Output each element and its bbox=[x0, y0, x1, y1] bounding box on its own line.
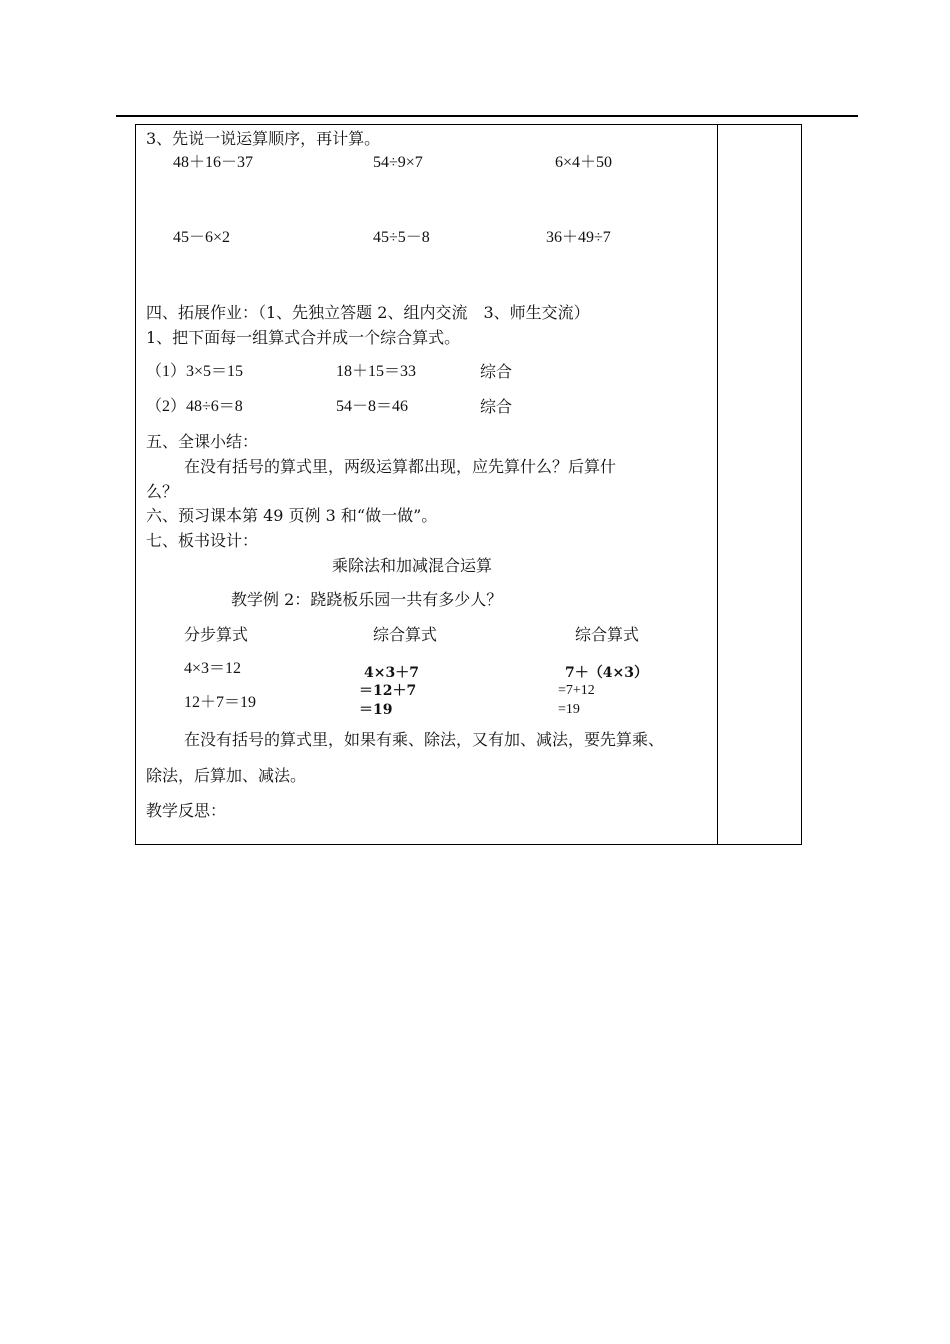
group-1-expr-a: （1）3×5＝15 bbox=[146, 363, 244, 380]
expr-3: 6×4＋50 bbox=[555, 154, 613, 171]
section-7-title: 七、板书设计： bbox=[146, 531, 259, 550]
board-title: 乘除法和加减混合运算 bbox=[332, 556, 493, 575]
group-1-expr-b: 18＋15＝33 bbox=[336, 363, 417, 380]
group-2-expr-a: （2）48÷6＝8 bbox=[146, 398, 243, 415]
combo-1-line-2: ＝12＋7 bbox=[359, 683, 417, 699]
summary-line-1: 在没有括号的算式里，两级运算都出现，应先算什么？后算什 bbox=[184, 457, 617, 476]
expr-1: 48＋16－37 bbox=[173, 154, 254, 171]
group-2-combined: 综合 bbox=[480, 397, 513, 416]
expr-5: 45÷5－8 bbox=[373, 229, 430, 246]
header-rule bbox=[116, 115, 858, 117]
section-5-title: 五、全课小结： bbox=[146, 432, 259, 451]
summary-line-2: 么？ bbox=[146, 482, 179, 501]
section-3-title: 3、先说一说运算顺序，再计算。 bbox=[146, 129, 381, 148]
combo-1-line-1: 4×3＋7 bbox=[364, 665, 419, 681]
group-2-expr-b: 54－8＝46 bbox=[336, 398, 409, 415]
header-step: 分步算式 bbox=[184, 625, 249, 644]
rule-line-2: 除法，后算加、减法。 bbox=[146, 766, 307, 785]
reflection-label: 教学反思： bbox=[146, 801, 227, 820]
expr-2: 54÷9×7 bbox=[373, 154, 423, 171]
combo-2-line-1: 7＋（4×3） bbox=[565, 665, 648, 681]
header-combo-2: 综合算式 bbox=[575, 625, 640, 644]
step-2: 12＋7＝19 bbox=[184, 694, 257, 711]
table-column-divider bbox=[717, 124, 718, 845]
section-4-question: 1、把下面每一组算式合并成一个综合算式。 bbox=[146, 328, 461, 347]
combo-2-line-3: =19 bbox=[558, 702, 580, 717]
step-1: 4×3＝12 bbox=[184, 660, 242, 677]
board-example: 教学例 2：跷跷板乐园一共有多少人？ bbox=[231, 590, 503, 609]
combo-2-line-2: =7+12 bbox=[558, 683, 595, 698]
expr-6: 36＋49÷7 bbox=[546, 229, 611, 246]
group-1-combined: 综合 bbox=[480, 362, 513, 381]
header-combo-1: 综合算式 bbox=[373, 625, 438, 644]
rule-line-1: 在没有括号的算式里，如果有乘、除法，又有加、减法，要先算乘、 bbox=[184, 730, 665, 749]
section-6-title: 六、预习课本第 49 页例 3 和“做一做”。 bbox=[146, 506, 438, 525]
section-4-title: 四、拓展作业：（1、先独立答题 2、组内交流 3、师生交流） bbox=[146, 303, 590, 322]
combo-1-line-3: ＝19 bbox=[359, 702, 393, 718]
expr-4: 45－6×2 bbox=[173, 229, 231, 246]
